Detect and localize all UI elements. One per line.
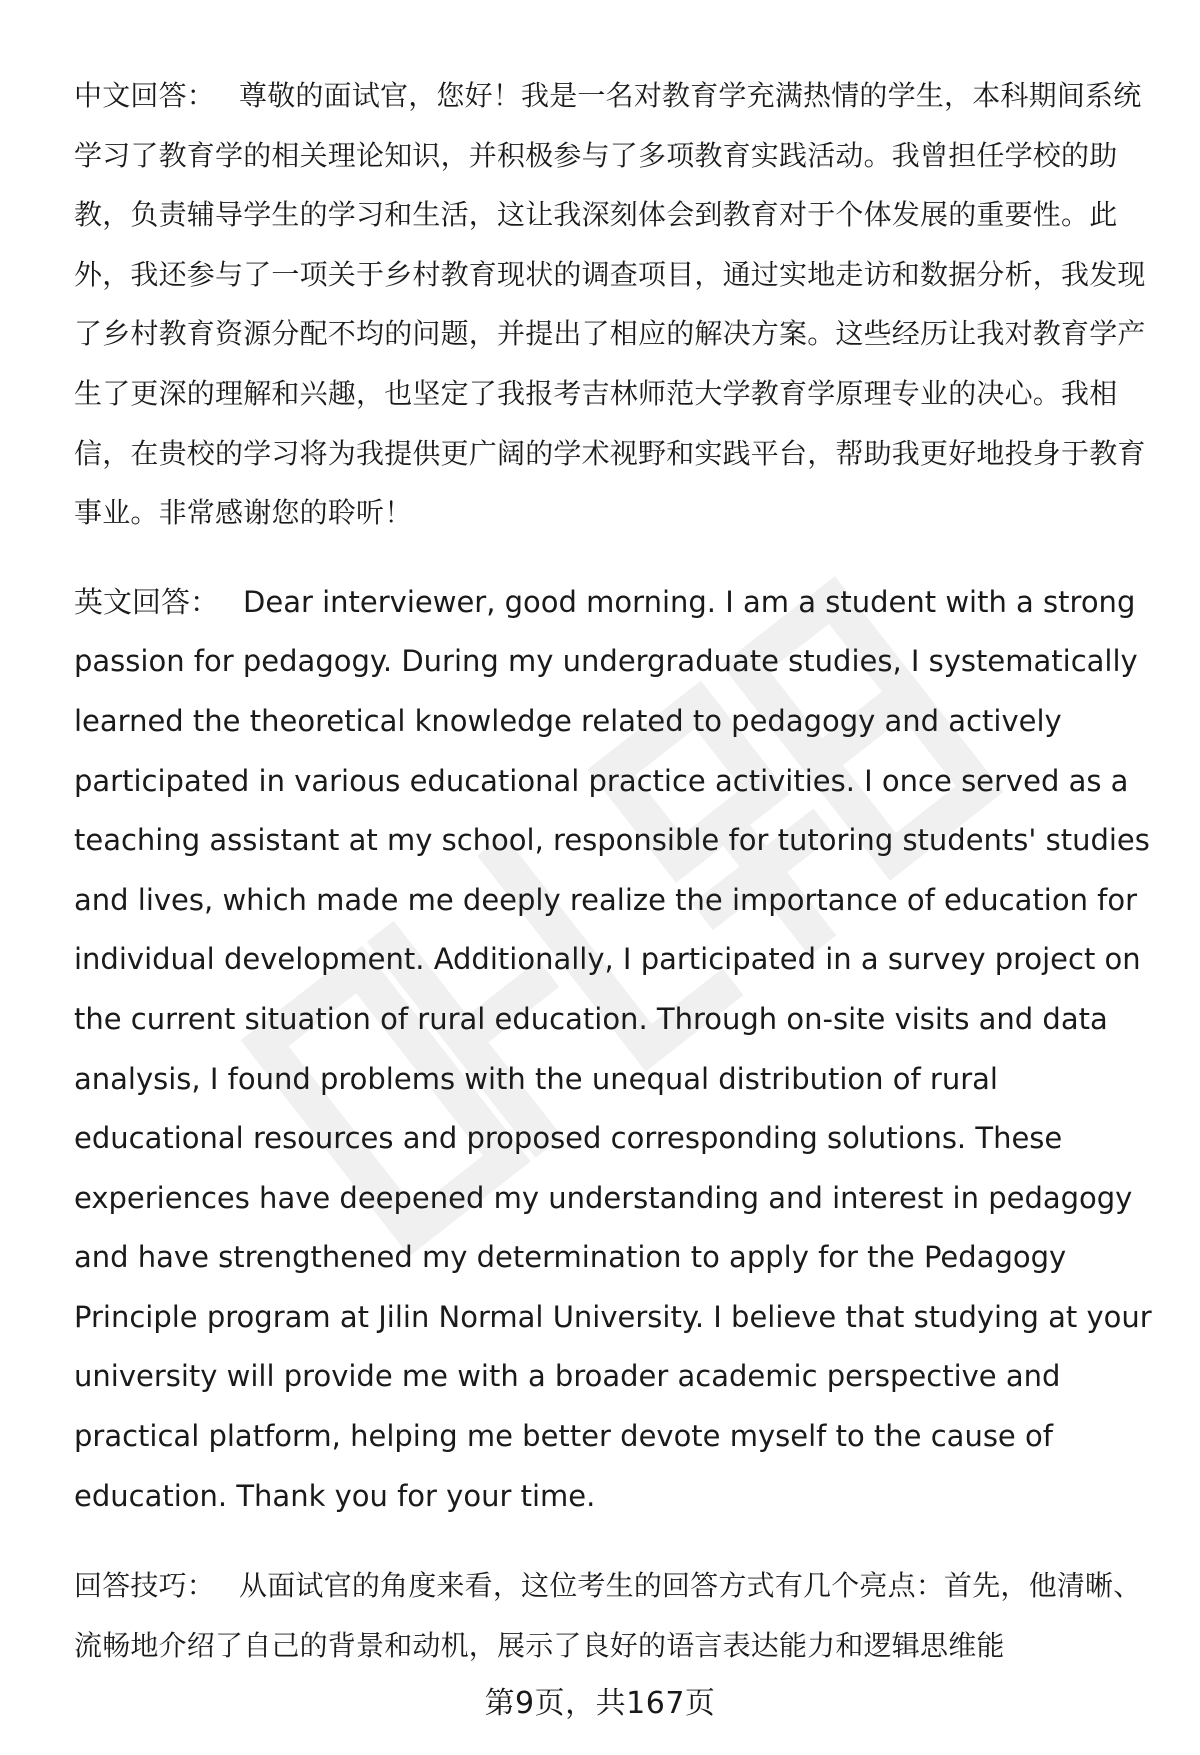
answer-tips-label: 回答技巧： xyxy=(74,1569,216,1603)
page-number: 第9页，共167页 xyxy=(484,1686,716,1721)
answer-tips-paragraph xyxy=(74,1556,1160,1675)
chinese-answer-label: 中文回答： xyxy=(74,79,216,112)
english-answer-paragraph xyxy=(74,573,1160,1527)
document-body xyxy=(74,66,1160,1675)
english-answer-text: Dear interviewer, good morning. I am a student with a strong passion for pedagogy. During my undergraduate studies, I systematically learned the theoretical knowledge related to pedagogy and actively participated in various educational practice activities. I once served as a teaching assistant at my school, responsible for tutoring students' studies and lives, which made me deeply realize the importance of education for individual development. Additionally, I participated in a survey project on the current situation of rural education. Through on-site visits and data analysis, I found problems with the unequal distribution of rural educational resources and proposed corresponding solutions. These experiences have deepened my understanding and interest in pedagogy and have strengthened my determination to apply for the Pedagogy Principle program at Jilin Normal University. I believe that studying at your university will provide me with a broader academic perspective and practical platform, helping me better devote myself to the cause of education. Thank you for your time. xyxy=(74,584,1152,1513)
chinese-answer-paragraph xyxy=(74,66,1160,543)
english-answer-label: 英文回答： xyxy=(74,584,220,619)
chinese-answer-text: 尊敬的面试官，您好！我是一名对教育学充满热情的学生，本科期间系统学习了教育学的相关理论知识，并积极参与了多项教育实践活动。我曾担任学校的助教，负责辅导学生的学习和生活，这让我深刻体会到教育对于个体发展的重要性。此外，我还参与了一项关于乡村教育现状的调查项目，通过实地走访和数据分析，我发现了乡村教育资源分配不均的问题，并提出了相应的解决方案。这些经历让我对教育学产生了更深的理解和兴趣，也坚定了我报考吉林师范大学教育学原理专业的决心。我相信，在贵校的学习将为我提供更广阔的学术视野和实践平台，帮助我更好地投身于教育事业。非常感谢您的聆听！ xyxy=(74,79,1146,530)
answer-tips-text: 从面试官的角度来看，这位考生的回答方式有几个亮点：首先，他清晰、流畅地介绍了自己的背景和动机，展示了良好的语言表达能力和逻辑思维能 xyxy=(74,1569,1142,1662)
